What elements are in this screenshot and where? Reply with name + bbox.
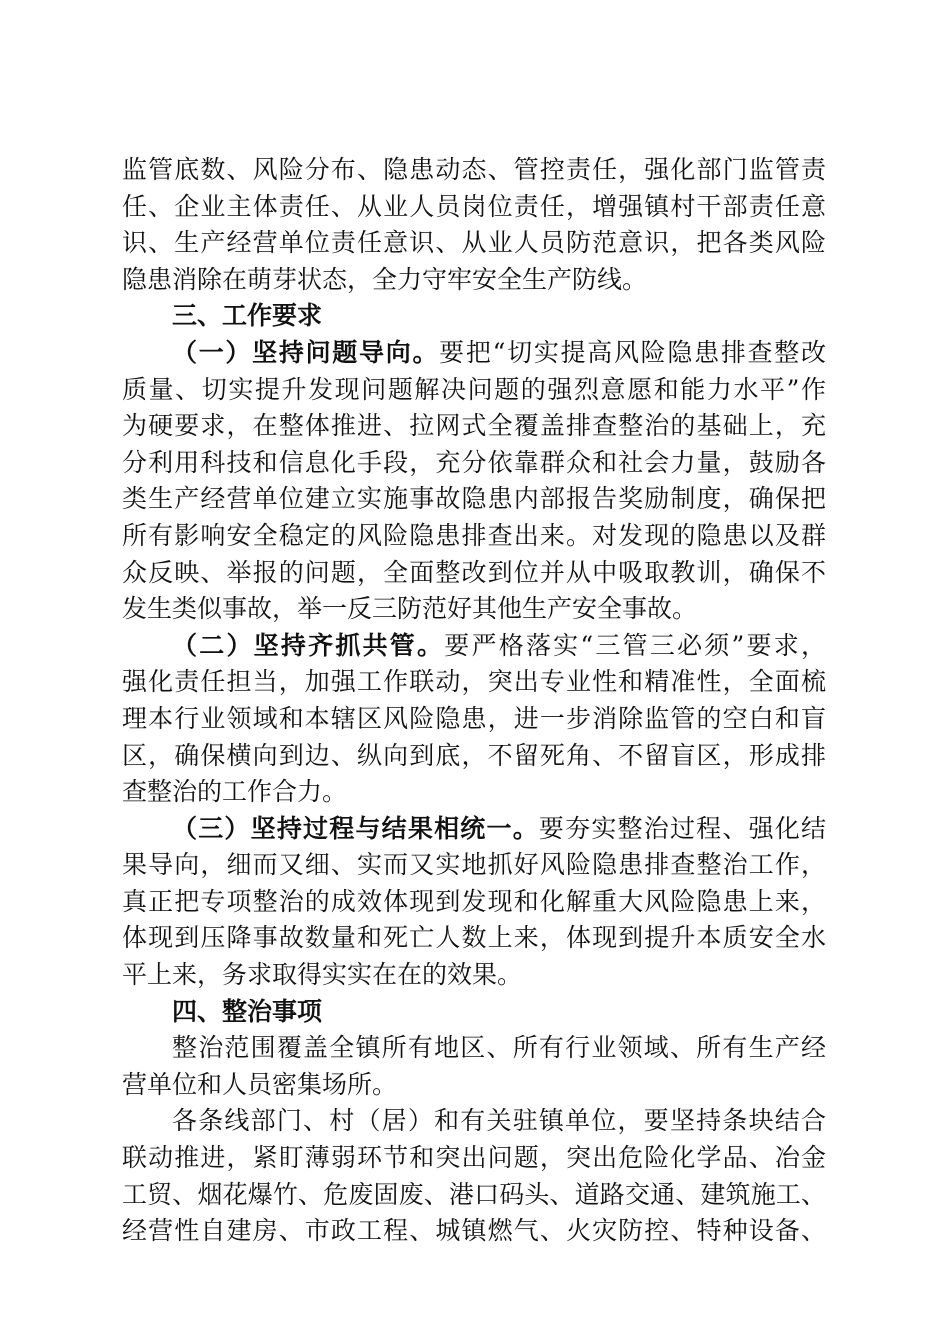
paragraph-line: 工贸、烟花爆竹、危废固废、港口码头、道路交通、建筑施工、 xyxy=(122,1179,826,1209)
paragraph-line: 类生产经营单位建立实施事故隐患内部报告奖励制度，确保把 xyxy=(122,484,826,514)
paragraph-line: 果导向，细而又细、实而又实地抓好风险隐患排查整治工作， xyxy=(122,850,826,880)
paragraph-line-first xyxy=(122,335,826,372)
paragraph-line: 营单位和人员密集场所。 xyxy=(122,1069,398,1099)
paragraph-line: 理本行业领域和本辖区风险隐患，进一步消除监管的空白和盲 xyxy=(122,703,826,733)
subheading-joint-management: （二）坚持齐抓共管。 xyxy=(172,630,445,660)
paragraph-line: 经营性自建房、市政工程、城镇燃气、火灾防控、特种设备、 xyxy=(122,1216,826,1246)
section-heading-work-requirements: 三、工作要求 xyxy=(172,301,323,331)
paragraph-line: 为硬要求，在整体推进、拉网式全覆盖排查整治的基础上，充 xyxy=(122,411,826,441)
paragraph-text: 要严格落实“三管三必须”要求， xyxy=(444,630,826,660)
paragraph-line: 隐患消除在萌芽状态，全力守牢安全生产防线。 xyxy=(122,264,648,294)
paragraph-line-first xyxy=(122,628,826,665)
paragraph-line: 平上来，务求取得实实在在的效果。 xyxy=(122,960,523,990)
subheading-process-and-result: （三）坚持过程与结果相统一。 xyxy=(172,813,539,843)
subheading-problem-oriented: （一）坚持问题导向。 xyxy=(172,337,440,367)
paragraph-line: 发生类似事故，举一反三防范好其他生产安全事故。 xyxy=(122,594,698,624)
document-page xyxy=(122,152,826,1250)
paragraph-line-first: 整治范围覆盖全镇所有地区、所有行业领域、所有生产经 xyxy=(172,1033,826,1063)
paragraph-line: 体现到压降事故数量和死亡人数上来，体现到提升本质安全水 xyxy=(122,923,826,953)
paragraph-line-first: 各条线部门、村（居）和有关驻镇单位，要坚持条块结合 xyxy=(172,1106,826,1136)
paragraph-line: 监管底数、风险分布、隐患动态、管控责任，强化部门监管责 xyxy=(122,155,826,184)
paragraph-line: 所有影响安全稳定的风险隐患排查出来。对发现的隐患以及群 xyxy=(122,520,826,550)
paragraph-text: 要把“切实提高风险隐患排查整改 xyxy=(439,337,826,367)
section-heading-rectification-items: 四、整治事项 xyxy=(172,996,323,1026)
paragraph-line: 强化责任担当，加强工作联动，突出专业性和精准性，全面梳 xyxy=(122,667,826,697)
paragraph-line: 分利用科技和信息化手段，充分依靠群众和社会力量，鼓励各 xyxy=(122,447,826,477)
paragraph-line: 查整治的工作合力。 xyxy=(122,777,348,807)
paragraph-line-first xyxy=(122,811,826,848)
paragraph-line: 识、生产经营单位责任意识、从业人员防范意识，把各类风险 xyxy=(122,228,826,258)
paragraph-line: 任、企业主体责任、从业人员岗位责任，增强镇村干部责任意 xyxy=(122,191,826,221)
paragraph-line: 真正把专项整治的成效体现到发现和化解重大风险隐患上来， xyxy=(122,886,826,916)
paragraph-line: 众反映、举报的问题，全面整改到位并从中吸取教训，确保不 xyxy=(122,557,826,587)
paragraph-line: 联动推进，紧盯薄弱环节和突出问题，突出危险化学品、冶金 xyxy=(122,1143,826,1173)
paragraph-line: 质量、切实提升发现问题解决问题的强烈意愿和能力水平”作 xyxy=(122,374,826,404)
paragraph-text: 要夯实整治过程、强化结 xyxy=(538,813,826,843)
paragraph-line: 区，确保横向到边、纵向到底，不留死角、不留盲区，形成排 xyxy=(122,740,826,770)
